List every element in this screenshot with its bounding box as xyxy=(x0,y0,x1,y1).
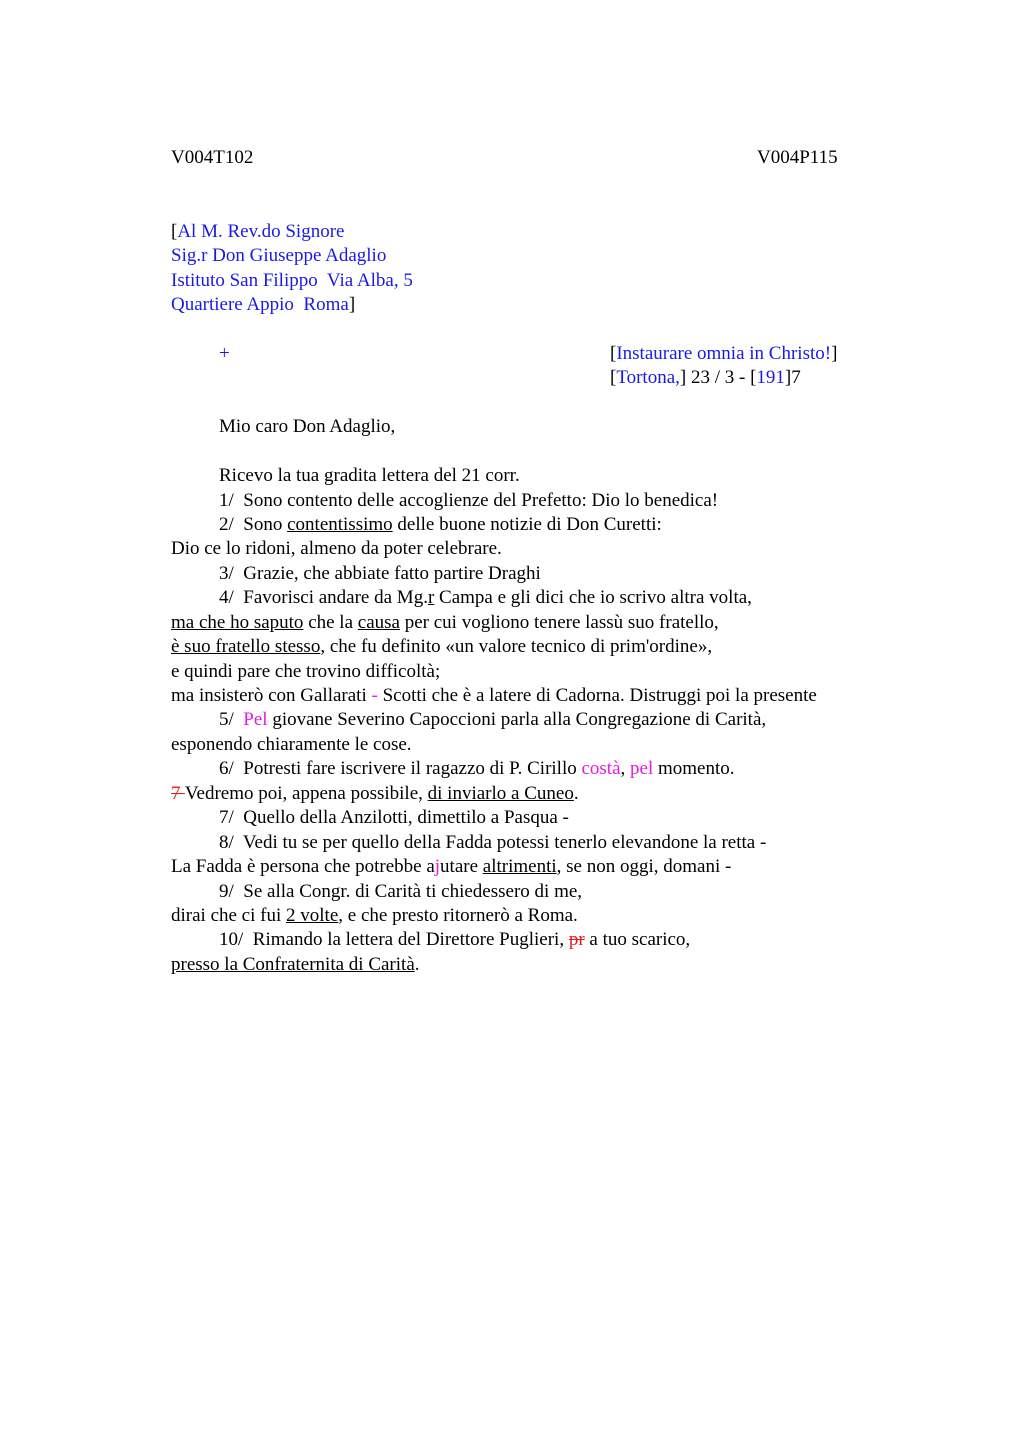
address-line-4 xyxy=(171,293,355,317)
item-1-text: 1/ Sono contento delle accoglienze del Prefetto: Dio lo benedica! xyxy=(219,490,719,511)
item-9-text: 9/ Se alla Congr. di Carità ti chiedessero di me, xyxy=(219,881,583,902)
item-4-l2-text-b: per cui vogliono tenere lassù suo fratello, xyxy=(399,612,719,633)
document-code-left xyxy=(171,146,253,170)
place-open-bracket: [ xyxy=(610,367,617,388)
address-line-1-text: Al M. Rev.do Signore xyxy=(177,221,345,242)
date-mid: ] 23 / 3 - [ xyxy=(679,367,757,388)
body-line-item-6 xyxy=(219,757,735,781)
year-close: ]7 xyxy=(784,367,801,388)
body-line-item-3 xyxy=(219,562,541,586)
item-8-text: 8/ Vedi tu se per quello della Fadda potessi tenerlo elevandone la retta - xyxy=(219,832,767,853)
item-8-l2-text-a: La Fadda è persona che potrebbe a xyxy=(171,856,435,877)
body-intro-text: Ricevo la tua gradita lettera del 21 corr. xyxy=(219,465,520,486)
item-4-underlined-r: r xyxy=(427,587,435,608)
item-4-text-a: 4/ Favorisci andare da Mg. xyxy=(219,587,428,608)
item-6-text-a: 6/ Potresti fare iscrivere il ragazzo di P. Cirillo xyxy=(219,758,582,779)
document-code-left-text: V004T102 xyxy=(171,147,254,168)
item-9-l2-text-a: dirai che ci fui xyxy=(171,905,287,926)
item-6-costa: costà xyxy=(581,758,621,779)
item-6-comma: , xyxy=(620,758,631,779)
item-5-continuation: esponendo chiaramente le cose. xyxy=(171,734,412,755)
item-6-pel: pel xyxy=(630,758,654,779)
item-8-l2-underlined: altrimenti xyxy=(482,856,557,877)
item-4-l3-text: , che fu definito «un valore tecnico di prim'ordine», xyxy=(320,636,713,657)
item-4-l5-text-b: Scotti che è a latere di Cadorna. Distruggi poi la presente xyxy=(377,685,817,706)
item-10-l2-underlined: presso la Confraternita di Carità xyxy=(171,954,415,975)
motto-line xyxy=(610,342,837,366)
body-line-item-2-cont xyxy=(171,537,502,561)
year-part: 191 xyxy=(756,367,785,388)
address-line-2 xyxy=(171,244,386,268)
address-line-3 xyxy=(171,269,413,293)
address-line-1 xyxy=(171,220,344,244)
item-10-struck: pr xyxy=(568,929,585,950)
cross-mark xyxy=(219,342,230,366)
item-8-l2-j: j xyxy=(434,856,441,877)
item-4-l5-dash: - xyxy=(371,685,378,706)
item-6-l2-text-a: Vedremo poi, appena possibile, xyxy=(184,783,428,804)
item-4-l2-text-a: che la xyxy=(303,612,358,633)
item-6-text-b: momento. xyxy=(653,758,735,779)
item-4-l2-underlined-2: causa xyxy=(357,612,400,633)
body-line-item-8-cont xyxy=(171,855,731,879)
body-line-item-7 xyxy=(219,806,569,830)
item-10-text-b: a tuo scarico, xyxy=(584,929,691,950)
body-line-item-4-cont-1 xyxy=(171,611,719,635)
item-6-struck-number: 7 xyxy=(171,783,185,804)
motto-open-bracket: [ xyxy=(610,343,617,364)
body-line-item-4-cont-4 xyxy=(171,684,817,708)
item-9-l2-text-b: , e che presto ritornerò a Roma. xyxy=(338,905,578,926)
item-2-underlined: contentissimo xyxy=(287,514,393,535)
body-line-item-10 xyxy=(219,928,690,952)
body-line-item-4 xyxy=(219,586,752,610)
address-line-3-text: Istituto San Filippo Via Alba, 5 xyxy=(171,270,413,291)
salutation xyxy=(219,415,395,439)
item-6-l2-underlined: di inviarlo a Cuneo xyxy=(427,783,574,804)
body-line-item-5-cont xyxy=(171,733,412,757)
place-text: Tortona, xyxy=(616,367,680,388)
item-10-l2-text-b: . xyxy=(414,954,420,975)
item-6-l2-text-b: . xyxy=(573,783,579,804)
body-line-item-10-cont xyxy=(171,953,420,977)
document-code-right xyxy=(757,146,838,170)
item-3-text: 3/ Grazie, che abbiate fatto partire Draghi xyxy=(219,563,541,584)
item-5-pel: Pel xyxy=(243,709,268,730)
body-line-item-9-cont xyxy=(171,904,578,928)
address-line-4-text: Quartiere Appio Roma xyxy=(171,294,349,315)
body-line-intro xyxy=(219,464,520,488)
address-line-2-text: Sig.r Don Giuseppe Adaglio xyxy=(171,245,387,266)
item-2-text-b: delle buone notizie di Don Curetti: xyxy=(392,514,662,535)
cross-symbol: + xyxy=(219,343,230,364)
item-5-text-b: giovane Severino Capoccioni parla alla Congregazione di Carità, xyxy=(267,709,767,730)
body-line-item-4-cont-2 xyxy=(171,635,712,659)
item-10-text-a: 10/ Rimando la lettera del Direttore Puglieri, xyxy=(219,929,569,950)
date-line xyxy=(610,366,801,390)
item-4-l2-underlined-1: ma che ho saputo xyxy=(171,612,304,633)
body-line-item-9 xyxy=(219,880,582,904)
item-7-text: 7/ Quello della Anzilotti, dimettilo a Pasqua - xyxy=(219,807,569,828)
body-line-item-6-cont xyxy=(171,782,579,806)
body-line-item-5 xyxy=(219,708,766,732)
motto-text: Instaurare omnia in Christo! xyxy=(616,343,832,364)
item-5-text-a: 5/ xyxy=(219,709,244,730)
body-line-item-1 xyxy=(219,489,718,513)
motto-close-bracket: ] xyxy=(831,343,838,364)
body-line-item-2 xyxy=(219,513,662,537)
item-9-l2-underlined: 2 volte xyxy=(286,905,339,926)
item-4-l3-underlined: è suo fratello stesso xyxy=(171,636,321,657)
item-2-text-a: 2/ Sono xyxy=(219,514,288,535)
item-8-l2-text-b: utare xyxy=(440,856,483,877)
item-2-continuation: Dio ce lo ridoni, almeno da poter celebrare. xyxy=(171,538,502,559)
salutation-text: Mio caro Don Adaglio, xyxy=(219,416,396,437)
item-8-l2-text-c: , se non oggi, domani - xyxy=(556,856,732,877)
item-4-text-b: Campa e gli dici che io scrivo altra volta, xyxy=(434,587,752,608)
address-close-bracket: ] xyxy=(348,294,356,315)
body-line-item-4-cont-3 xyxy=(171,660,440,684)
body-line-item-8 xyxy=(219,831,766,855)
address-open-bracket: [ xyxy=(171,221,178,242)
item-4-l4-text: e quindi pare che trovino difficoltà; xyxy=(171,661,441,682)
item-4-l5-text-a: ma insisterò con Gallarati xyxy=(171,685,372,706)
document-code-right-text: V004P115 xyxy=(757,147,838,168)
